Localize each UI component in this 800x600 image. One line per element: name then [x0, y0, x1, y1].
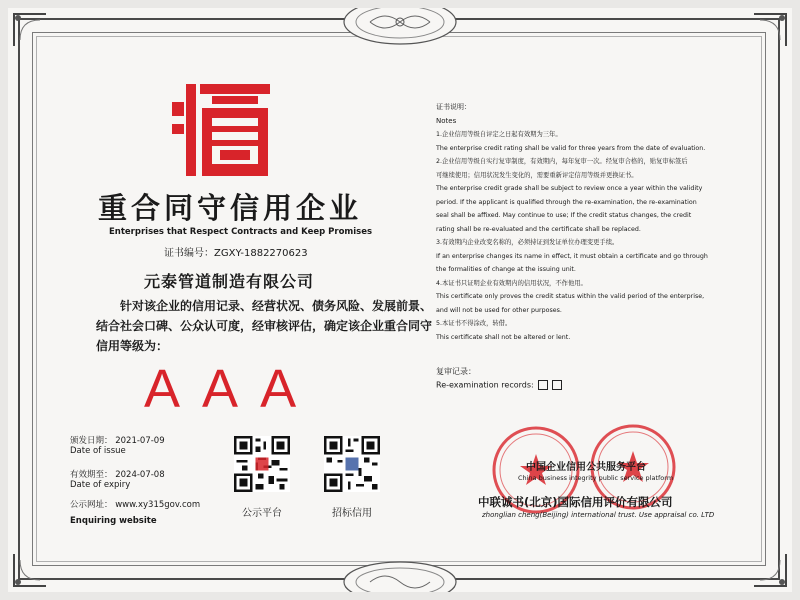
certificate-number — [164, 244, 308, 259]
reexam-records — [436, 380, 562, 390]
platform-name: 中国企业信用公共服务平台 — [526, 462, 646, 473]
bottom-ornament-icon — [340, 556, 460, 592]
cert-number-value: ZGXY-1882270623 — [214, 248, 308, 259]
issue-date-value: 2021-07-09 — [115, 436, 165, 446]
certificate-title: 重合同守信用企业 — [98, 191, 363, 225]
certificate-body — [96, 296, 433, 356]
note-line: period. If the applicant is qualified through the re-examination, the re-examination — [436, 198, 697, 206]
platform-name-en: China business integrity public service platform — [518, 474, 674, 482]
issue-date-block — [70, 434, 165, 456]
note-line: and will not be used for other purposes. — [436, 306, 562, 314]
company-name: 元泰管道制造有限公司 — [144, 272, 315, 291]
issue-date-label-en: Date of issue — [70, 446, 126, 456]
body-line: 针对该企业的信用记录、经营状况、债务风险、发展前景、 — [120, 299, 433, 313]
notes-heading: 证书说明： — [436, 103, 471, 111]
note-line: 2.企业信用等级自实行复审制度，有效期内，每年复审一次。经复审合格的，贴复审标签后 — [436, 158, 688, 165]
grade-letter: A — [202, 359, 261, 419]
note-line: 可继续使用；信用状况发生变化的，需要重新评定信用等级并更换证书。 — [436, 171, 638, 179]
website-label: 公示网址： — [70, 500, 113, 510]
qr-label: 招标信用 — [332, 508, 372, 519]
grade-letter: A — [144, 359, 203, 419]
expiry-date-block — [70, 468, 165, 490]
website-link[interactable]: www.xy315gov.com — [115, 500, 201, 510]
note-line: The enterprise credit rating shall be valid for three years from the date of evaluation. — [436, 144, 706, 152]
expiry-date-label: 有效期至： — [70, 470, 113, 480]
corner-ornament-icon — [750, 10, 790, 50]
note-line: This certificate only proves the credit status within the valid period of the enterprise, — [436, 293, 705, 300]
issuer-name: 中联诚书(北京)国际信用评价有限公司 — [478, 495, 673, 509]
body-line: 信用等级为： — [96, 339, 169, 353]
expiry-date-label-en: Date of expiry — [70, 480, 131, 490]
issuer-name-en: zhonglian cheng(Beijing) international trust. Use appraisal co. LTD — [482, 511, 715, 519]
issue-date-label: 颁发日期： — [70, 436, 113, 446]
top-ornament-icon — [340, 8, 460, 50]
note-line: The enterprise credit grade shall be subject to review once a year within the validity — [436, 185, 703, 192]
note-line: 4.本证书只证明企业有效期内的信用状况，不作他用。 — [436, 279, 587, 287]
website-label-en: Enquiring website — [70, 516, 157, 526]
note-line: 3.有效期内企业改变名称的，必须持证到发证单位办理变更手续。 — [436, 239, 619, 246]
grade-letter: A — [260, 359, 319, 419]
note-line: rating shall be re-evaluated and the certificate shall be replaced. — [436, 225, 641, 233]
note-line: This certificate shall not be altered or lent. — [436, 333, 571, 341]
reexam-label-en: Re-examination records: — [436, 380, 534, 390]
qr-label: 公示平台 — [242, 508, 282, 519]
cert-number-label: 证书编号： — [164, 248, 214, 259]
notes-section — [436, 103, 736, 344]
credit-logo-icon — [172, 82, 272, 180]
notes-heading-en: Notes — [436, 117, 457, 125]
corner-ornament-icon — [10, 10, 50, 50]
qr-code-icon — [234, 436, 290, 492]
certificate-subtitle: Enterprises that Respect Contracts and Keep Promises — [109, 227, 373, 237]
note-line: the formalities of change at the issuing unit. — [436, 266, 576, 273]
note-line: seal shall be affixed. May continue to use; If the credit status changes, the credit — [436, 212, 692, 219]
certificate — [8, 8, 792, 592]
qr-code-icon — [324, 436, 380, 492]
expiry-date-value: 2024-07-08 — [115, 470, 165, 480]
note-line: 5.本证书不得涂改，转借。 — [436, 320, 512, 327]
body-line: 结合社会口碑、公众认可度，经审核评估，确定该企业重合同守 — [96, 319, 433, 333]
reexam-checkbox[interactable] — [552, 380, 562, 390]
corner-ornament-icon — [750, 550, 790, 590]
note-line: 1.企业信用等级自评定之日起有效期为三年。 — [436, 131, 562, 138]
credit-grade — [144, 358, 318, 420]
website-block — [70, 498, 200, 526]
corner-ornament-icon — [10, 550, 50, 590]
reexam-label: 复审记录： — [436, 367, 476, 376]
note-line: If an enterprise changes its name in effect, it must obtain a certificate and go through — [436, 252, 708, 260]
reexam-checkbox[interactable] — [538, 380, 548, 390]
